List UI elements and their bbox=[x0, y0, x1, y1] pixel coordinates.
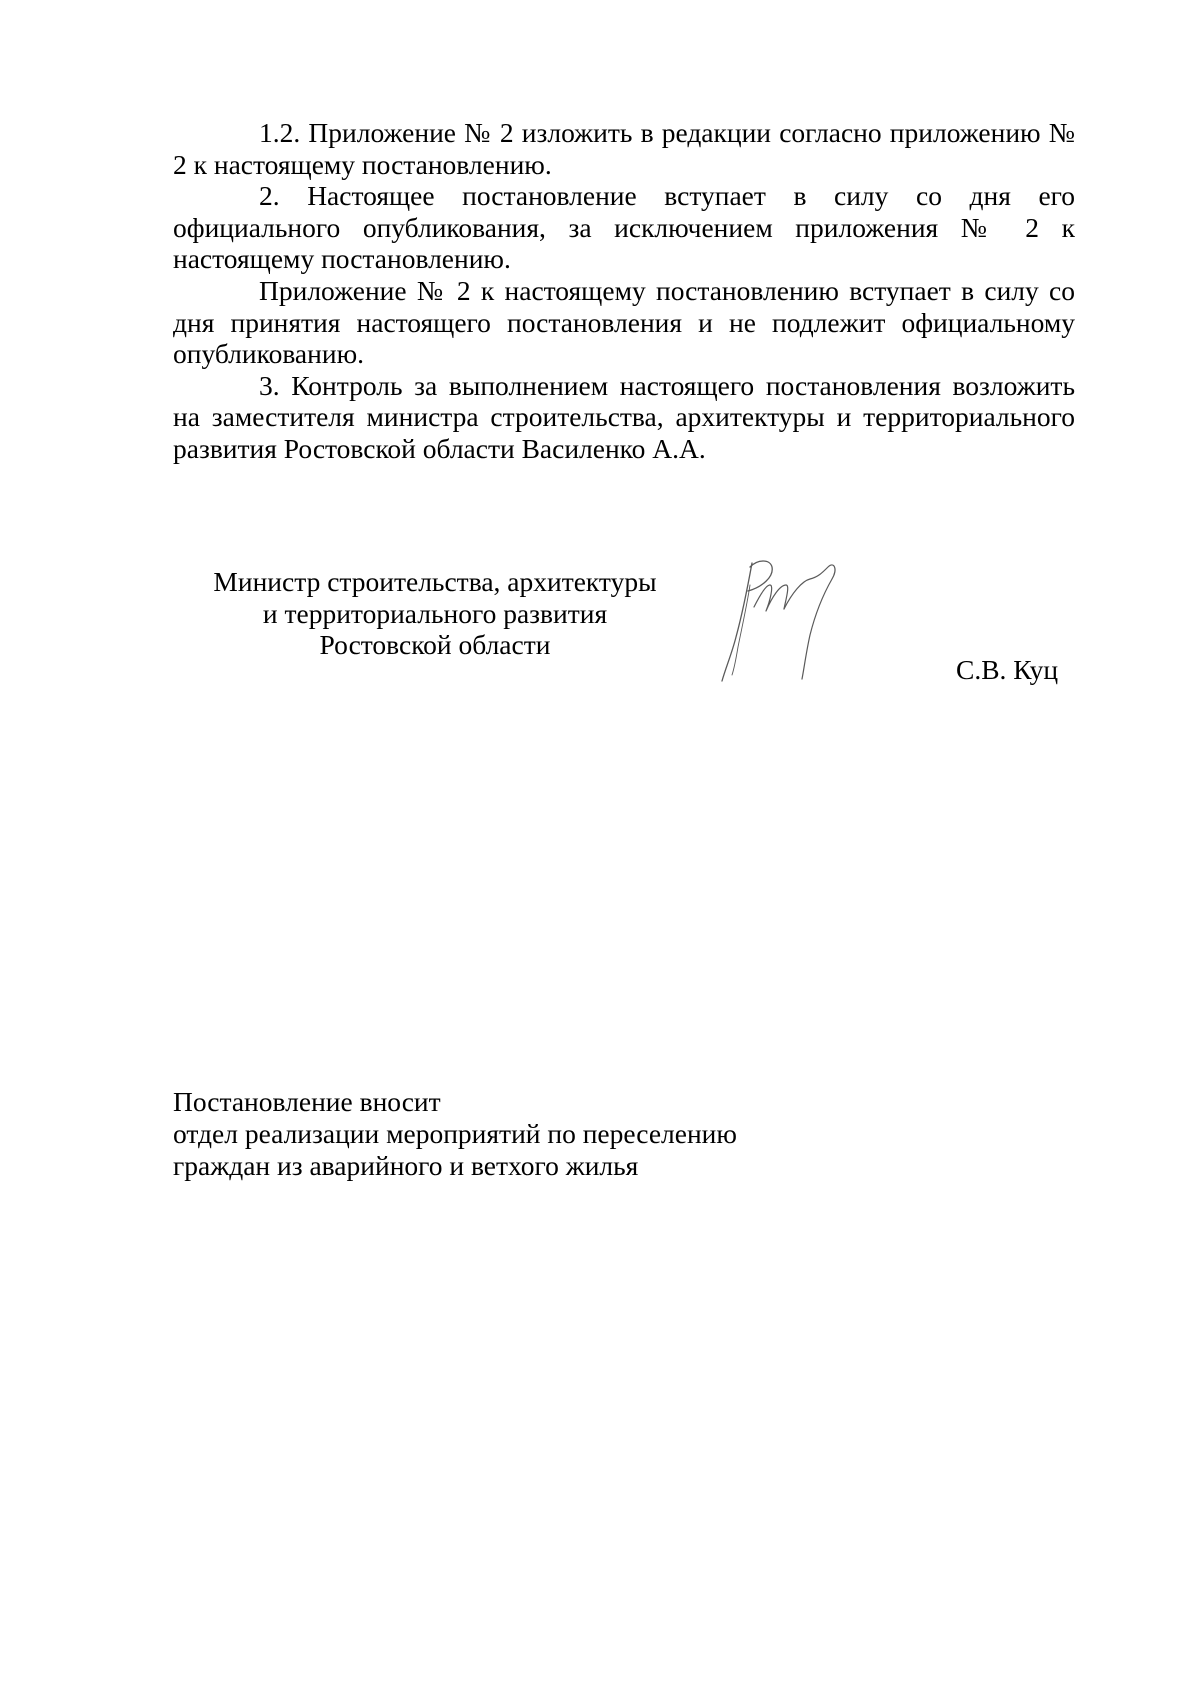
signer-position bbox=[150, 566, 720, 661]
submitter-note bbox=[173, 1086, 737, 1182]
signer-name: С.В. Куц bbox=[956, 654, 1059, 685]
document-body bbox=[173, 117, 1075, 465]
paragraph-2: 2. Настоящее постановление вступает в силу со дня его официального опубликования, за исключением приложения № 2 к настоящему постановлению. bbox=[173, 180, 1075, 275]
paragraph-2-appendix: Приложение № 2 к настоящему постановлению вступает в силу со дня принятия настоящего постановления и не подлежит официальному опубликованию. bbox=[173, 274, 1075, 370]
signer-position-line: Министр строительства, архитектуры bbox=[213, 566, 657, 597]
submitter-note-line: граждан из аварийного и ветхого жилья bbox=[173, 1150, 639, 1181]
submitter-note-line: Постановление вносит bbox=[173, 1086, 441, 1117]
submitter-note-line: отдел реализации мероприятий по переселению bbox=[173, 1118, 737, 1149]
signer-position-line: и территориального развития bbox=[262, 597, 608, 629]
paragraph-3: 3. Контроль за выполнением настоящего постановления возложить на заместителя министра строительства, архитектуры и территориального развития Ростовской области Василенко А.А. bbox=[173, 369, 1075, 464]
handwritten-signature bbox=[712, 555, 852, 690]
paragraph-1-2: 1.2. Приложение № 2 изложить в редакции согласно приложению № 2 к настоящему постановлению. bbox=[173, 117, 1075, 180]
signer-position-line: Ростовской области bbox=[319, 629, 551, 661]
